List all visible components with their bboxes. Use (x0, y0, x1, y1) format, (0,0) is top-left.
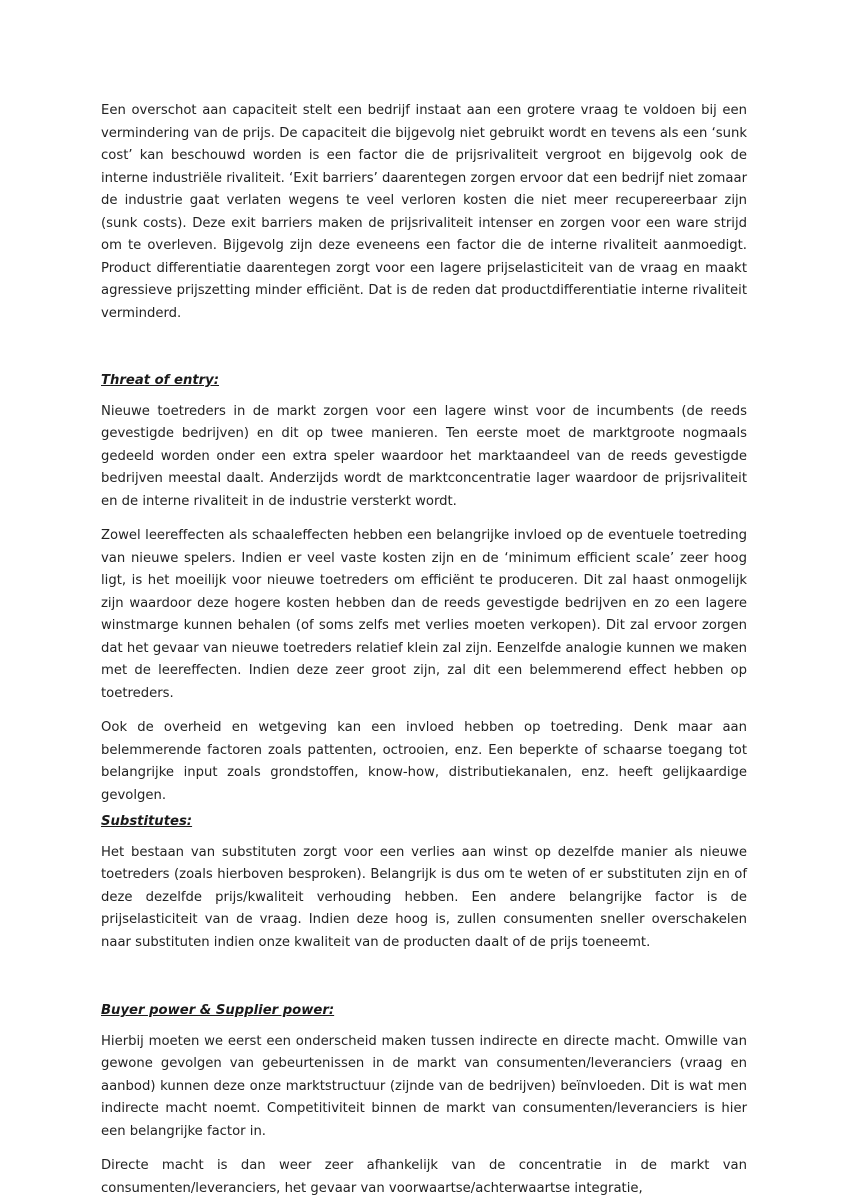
paragraph-learning-scale-effects: Zowel leereffecten als schaaleffecten hebben een belangrijke invloed op de eventuele toetreding van nieuwe spelers. Indien er veel vaste kosten zijn en de ‘minimum efficient scale’ zeer hoog ligt, is het moeilijk voor nieuwe toetreders om efficiënt te produceren. Dit zal haast onmogelijk zijn waardoor deze hogere kosten hebben dan de reeds gevestigde bedrijven en zo een lagere winstmarge kunnen behalen (of soms zelfs met verlies moeten verkopen). Dit zal ervoor zorgen dat het gevaar van nieuwe toetreders relatief klein zal zijn. Eenzelfde analogie kunnen we maken met de leereffecten. Indien deze zeer groot zijn, zal dit een belemmerend effect hebben op toetreders. (101, 528, 747, 701)
paragraph-indirect-power: Hierbij moeten we eerst een onderscheid maken tussen indirecte en directe macht. Omwille van gewone gevolgen van gebeurtenissen in de markt van consumenten/leveranciers (vraag en aanbod) kunnen deze onze marktstructuur (zijnde van de bedrijven) beïnvloeden. Dit is wat men indirecte macht noemt. Competitiviteit binnen de markt van consumenten/leveranciers is hier een belangrijke factor in. (101, 1033, 747, 1139)
paragraph-new-entrants: Nieuwe toetreders in de markt zorgen voor een lagere winst voor de incumbents (de reeds gevestigde bedrijven) en dit op twee manieren. Ten eerste moet de marktgroote nogmaals gedeeld worden onder een extra speler waardoor het marktaandeel van de reeds gevestigde bedrijven meestal daalt. Anderzijds wordt de marktconcentratie lager waardoor de prijsrivaliteit en de interne rivaliteit in de industrie versterkt wordt. (101, 403, 747, 509)
paragraph-government-regulation: Ook de overheid en wetgeving kan een invloed hebben op toetreding. Denk maar aan belemmerende factoren zoals pattenten, octrooien, enz. Een beperkte of schaarse toegang tot belangrijke input zoals grondstoffen, know-how, distributiekanalen, enz. heeft gelijkaardige gevolgen. (101, 720, 747, 803)
paragraph-overcapacity: Een overschot aan capaciteit stelt een bedrijf instaat aan een grotere vraag te voldoen bij een vermindering van de prijs. De capaciteit die bijgevolg niet gebruikt wordt en tevens als een ‘sunk cost’ kan beschouwd worden is een factor die de prijsrivaliteit vergroot en bijgevolg ook de interne industriële rivaliteit. ‘Exit barriers’ daarentegen zorgen ervoor dat een bedrijf niet zomaar de industrie gaat verlaten wegens te veel verloren kosten die niet meer recupereerbaar zijn (sunk costs). Deze exit barriers maken de prijsrivaliteit intenser en zorgen voor een ware strijd om te overleven. Bijgevolg zijn deze eveneens een factor die de interne rivaliteit aanmoedigt. Product differentiatie daarentegen zorgt voor een lagere prijselasticiteit van de vraag en maakt agressieve prijszetting minder efficiënt. Dat is de reden dat productdifferentiatie interne rivaliteit verminderd. (101, 103, 747, 321)
heading-substitutes: Substitutes: (101, 814, 193, 829)
heading-buyer-supplier-power: Buyer power & Supplier power: (101, 1003, 335, 1018)
paragraph-substitutes: Het bestaan van substituten zorgt voor een verlies aan winst op dezelfde manier als nieuwe toetreders (zoals hierboven besproken). Belangrijk is dus om te weten of er substituten zijn en of deze dezelfde prijs/kwaliteit verhouding hebben. Een andere belangrijke factor is de prijselasticiteit van de vraag. Indien deze hoog is, zullen consumenten sneller overschakelen naar substituten indien onze kwaliteit van de producten daalt of de prijs toeneemt. (101, 844, 747, 950)
heading-threat-of-entry: Threat of entry: (101, 373, 220, 388)
document-page (101, 100, 747, 1200)
paragraph-direct-power: Directe macht is dan weer zeer afhankelijk van de concentratie in de markt van consumenten/leveranciers, het gevaar van voorwaartse/achterwaartse integratie, (101, 1158, 747, 1196)
